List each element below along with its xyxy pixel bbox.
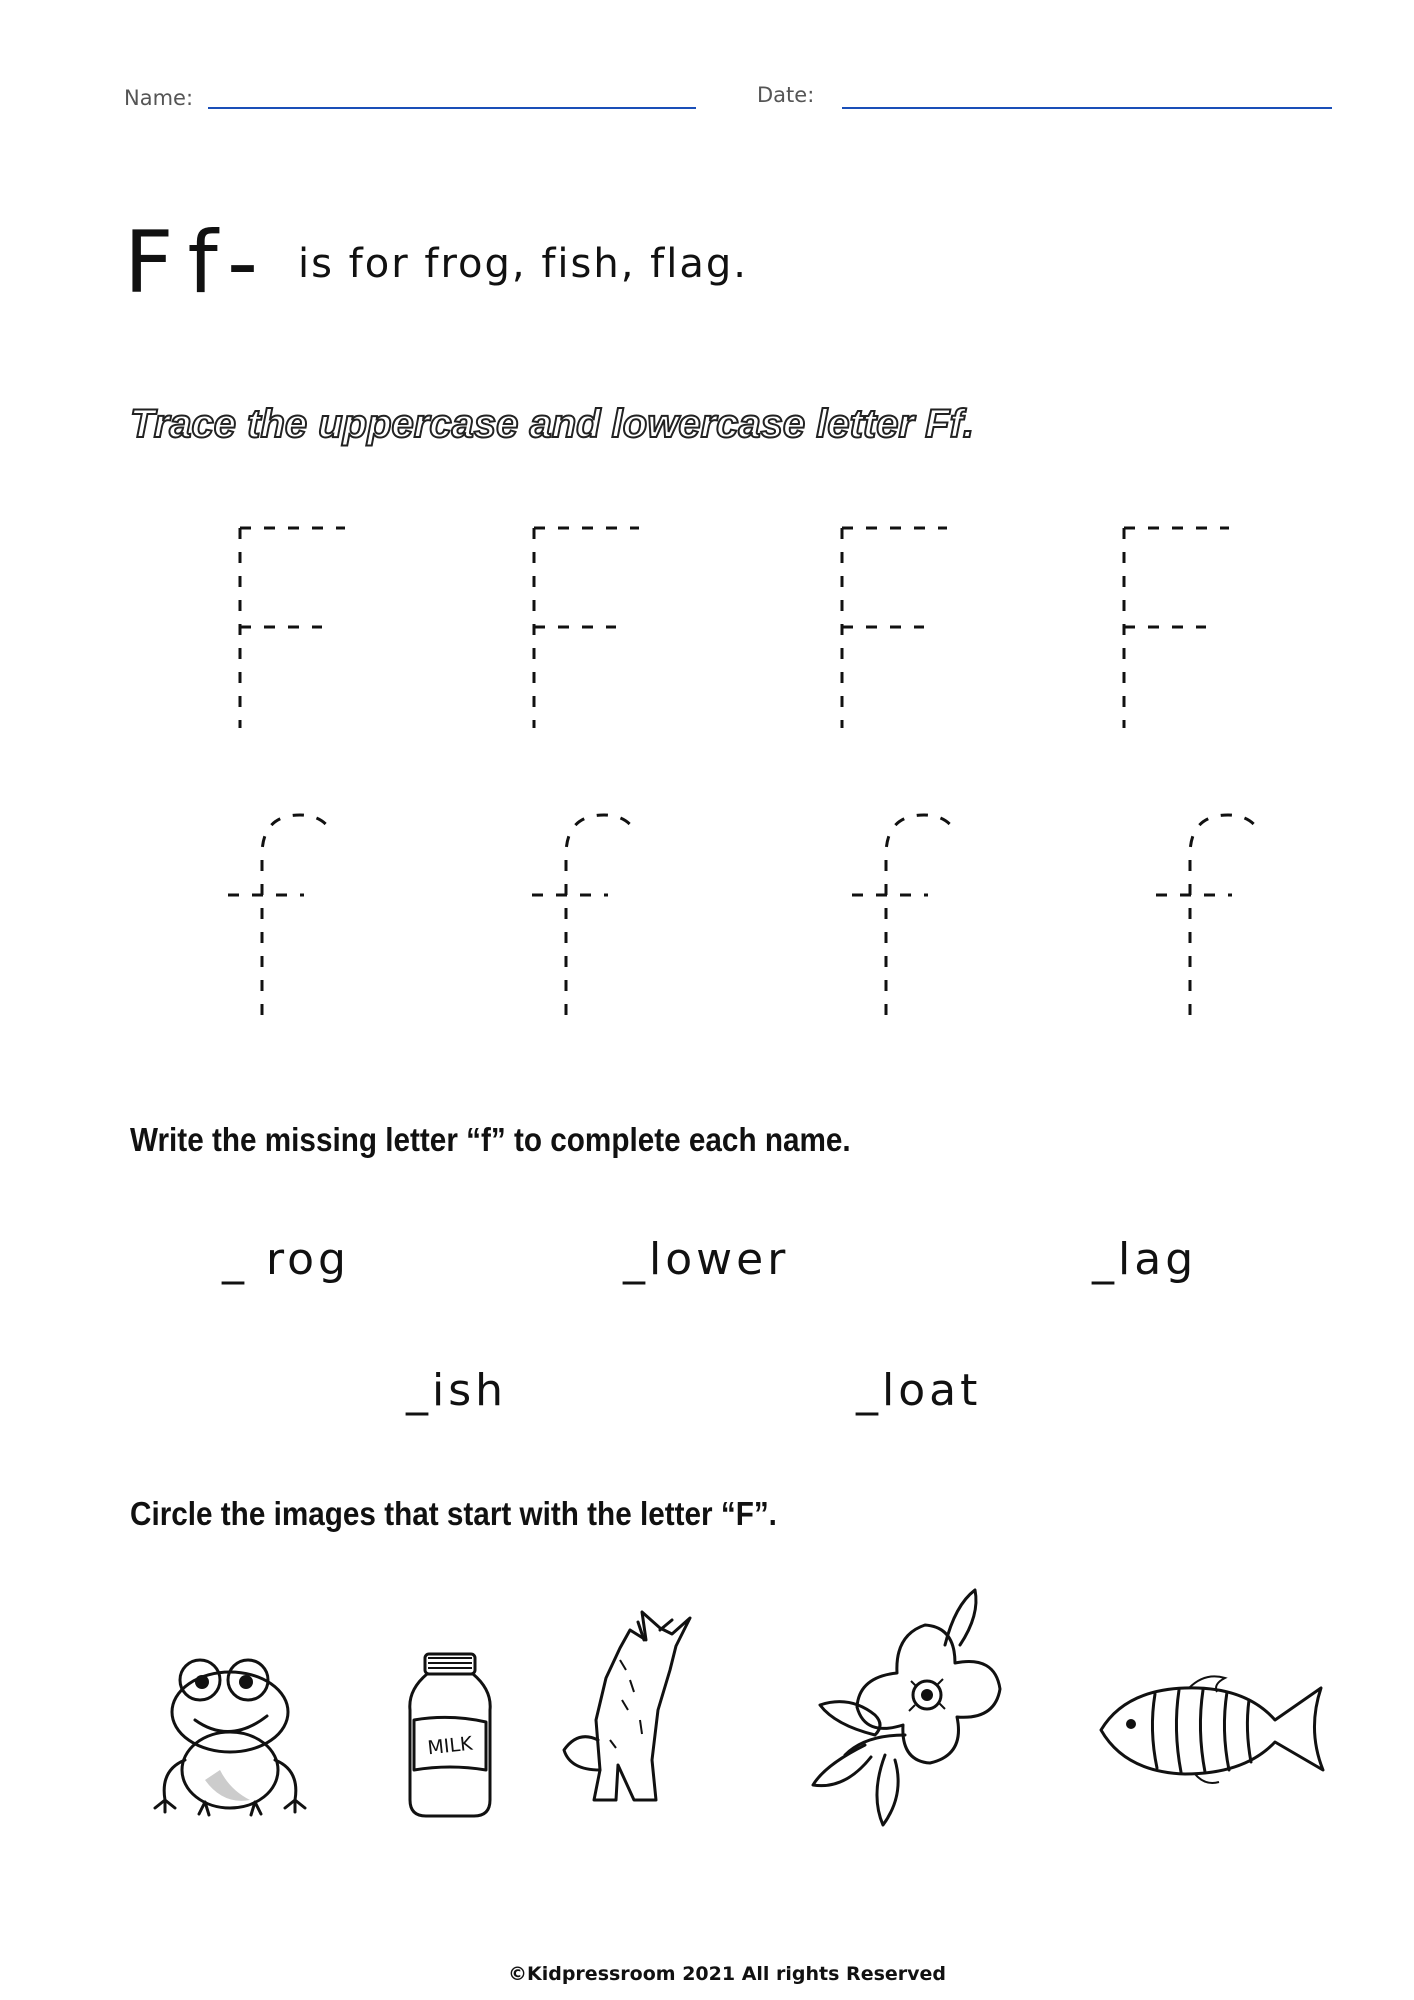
page-title-tagline: is for frog, fish, flag.: [298, 241, 748, 287]
trace-lowercase-f[interactable]: [852, 815, 954, 1015]
trace-uppercase-f[interactable]: [842, 528, 947, 728]
missing-letter-word[interactable]: _ish: [406, 1365, 508, 1416]
name-label: Name:: [124, 86, 194, 110]
copyright-footer: ©Kidpressroom 2021 All rights Reserved: [508, 1963, 947, 1985]
trace-uppercase-f[interactable]: [1124, 528, 1229, 728]
date-label: Date:: [757, 83, 815, 107]
missing-letter-word[interactable]: _loat: [856, 1365, 982, 1416]
frog-icon[interactable]: [145, 1650, 315, 1820]
page-title-letters: Ff-: [124, 213, 273, 313]
fish-icon[interactable]: [1095, 1670, 1330, 1790]
trace-uppercase-f[interactable]: [240, 528, 345, 728]
trace-lowercase-f[interactable]: [1156, 815, 1258, 1015]
trace-lowercase-f[interactable]: [532, 815, 634, 1015]
circle-images-heading: Circle the images that start with the letter “F”.: [130, 1495, 777, 1532]
missing-letter-heading: Write the missing letter “f” to complete each name.: [130, 1121, 851, 1158]
fox-icon[interactable]: [560, 1600, 735, 1810]
trace-uppercase-f[interactable]: [534, 528, 639, 728]
missing-letter-word[interactable]: _lower: [623, 1234, 790, 1285]
trace-lowercase-f[interactable]: [228, 815, 330, 1015]
milk-bottle-icon[interactable]: [400, 1650, 500, 1820]
missing-letter-word[interactable]: _ rog: [222, 1234, 350, 1285]
milk-label: MILK: [426, 1732, 474, 1760]
missing-letter-word[interactable]: _lag: [1092, 1234, 1198, 1285]
flower-icon[interactable]: [805, 1585, 1020, 1830]
trace-heading: Trace the uppercase and lowercase letter Ff.: [130, 402, 975, 446]
